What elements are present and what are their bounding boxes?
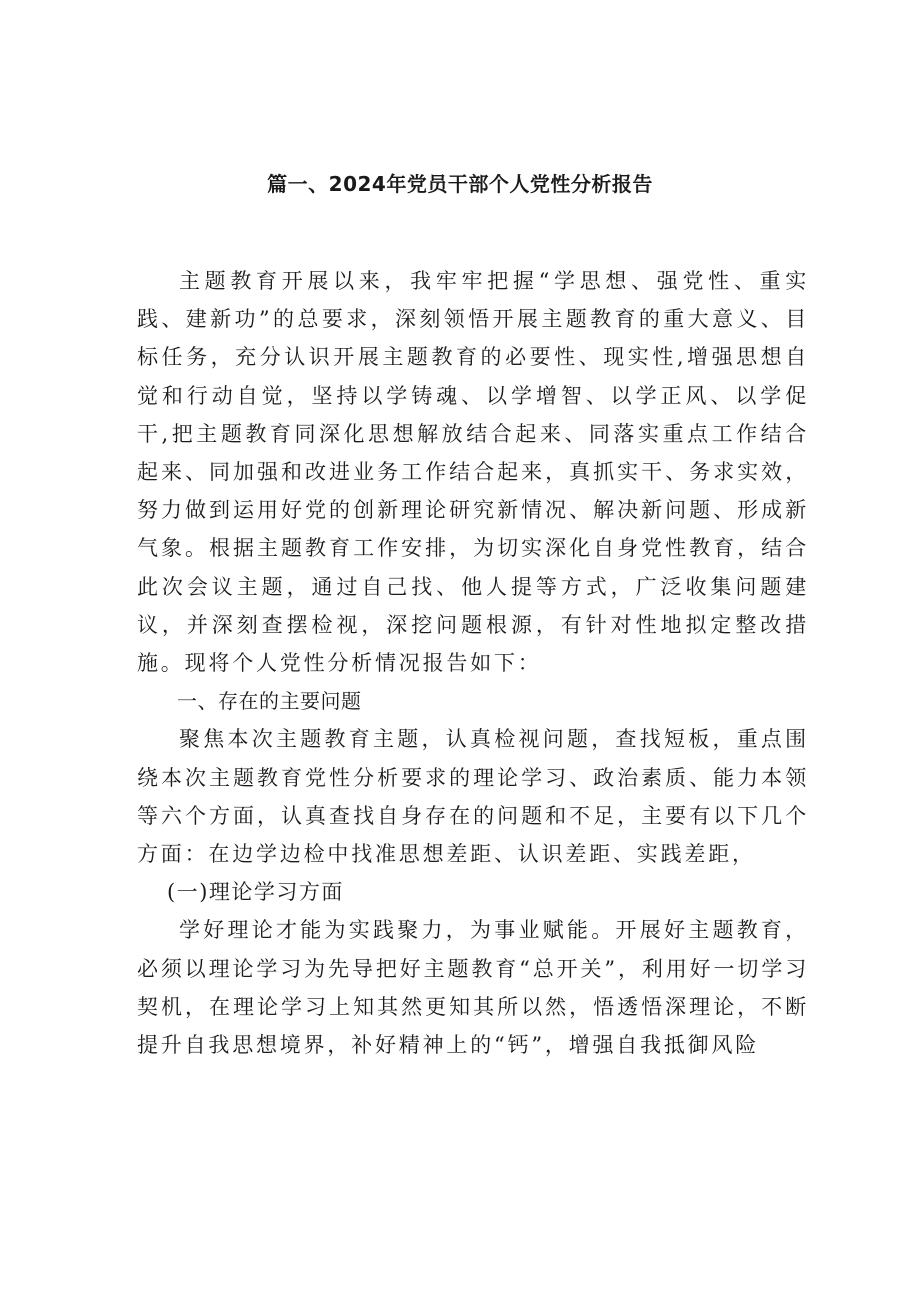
subsection-theory-paragraph: 学好理论才能为实践聚力，为事业赋能。开展好主题教育，必须以理论学习为先导把好主题教育“总开关”，利用好一切学习契机，在理论学习上知其然更知其所以然，悟透悟深理论，不断提升自我思想境界，补好精神上的“钙”，增强自我抵御风险 [137,918,809,1058]
subsection-heading-theory: (一)理论学习方面 [167,880,344,905]
intro-paragraph: 主题教育开展以来，我牢牢把握“学思想、强党性、重实践、建新功”的总要求，深刻领悟开展主题教育的重大意义、目标任务，充分认识开展主题教育的必要性、现实性,增强思想自觉和行动自觉，坚持以学铸魂、以学增智、以学正风、以学促干,把主题教育同深化思想解放结合起来、同落实重点工作结合起来、同加强和改进业务工作结合起来，真抓实干、务求实效，努力做到运用好党的创新理论研究新情况、解决新问题、形成新气象。根据主题教育工作安排，为切实深化自身党性教育，结合此次会议主题，通过自己找、他人提等方式，广泛收集问题建议，并深刻查摆检视，深挖问题根源，有针对性地拟定整改措施。现将个人党性分析情况报告如下： [137,269,809,676]
document-title: 篇一、2024年党员干部个人党性分析报告 [267,172,653,196]
section-problems-paragraph: 聚焦本次主题教育主题，认真检视问题，查找短板，重点围绕本次主题教育党性分析要求的理论学习、政治素质、能力本领等六个方面，认真查找自身存在的问题和不足，主要有以下几个方面：在边学边检中找准思想差距、认识差距、实践差距， [137,727,809,867]
document-body [137,262,809,1064]
section-heading-problems: 一、存在的主要问题 [177,689,362,714]
